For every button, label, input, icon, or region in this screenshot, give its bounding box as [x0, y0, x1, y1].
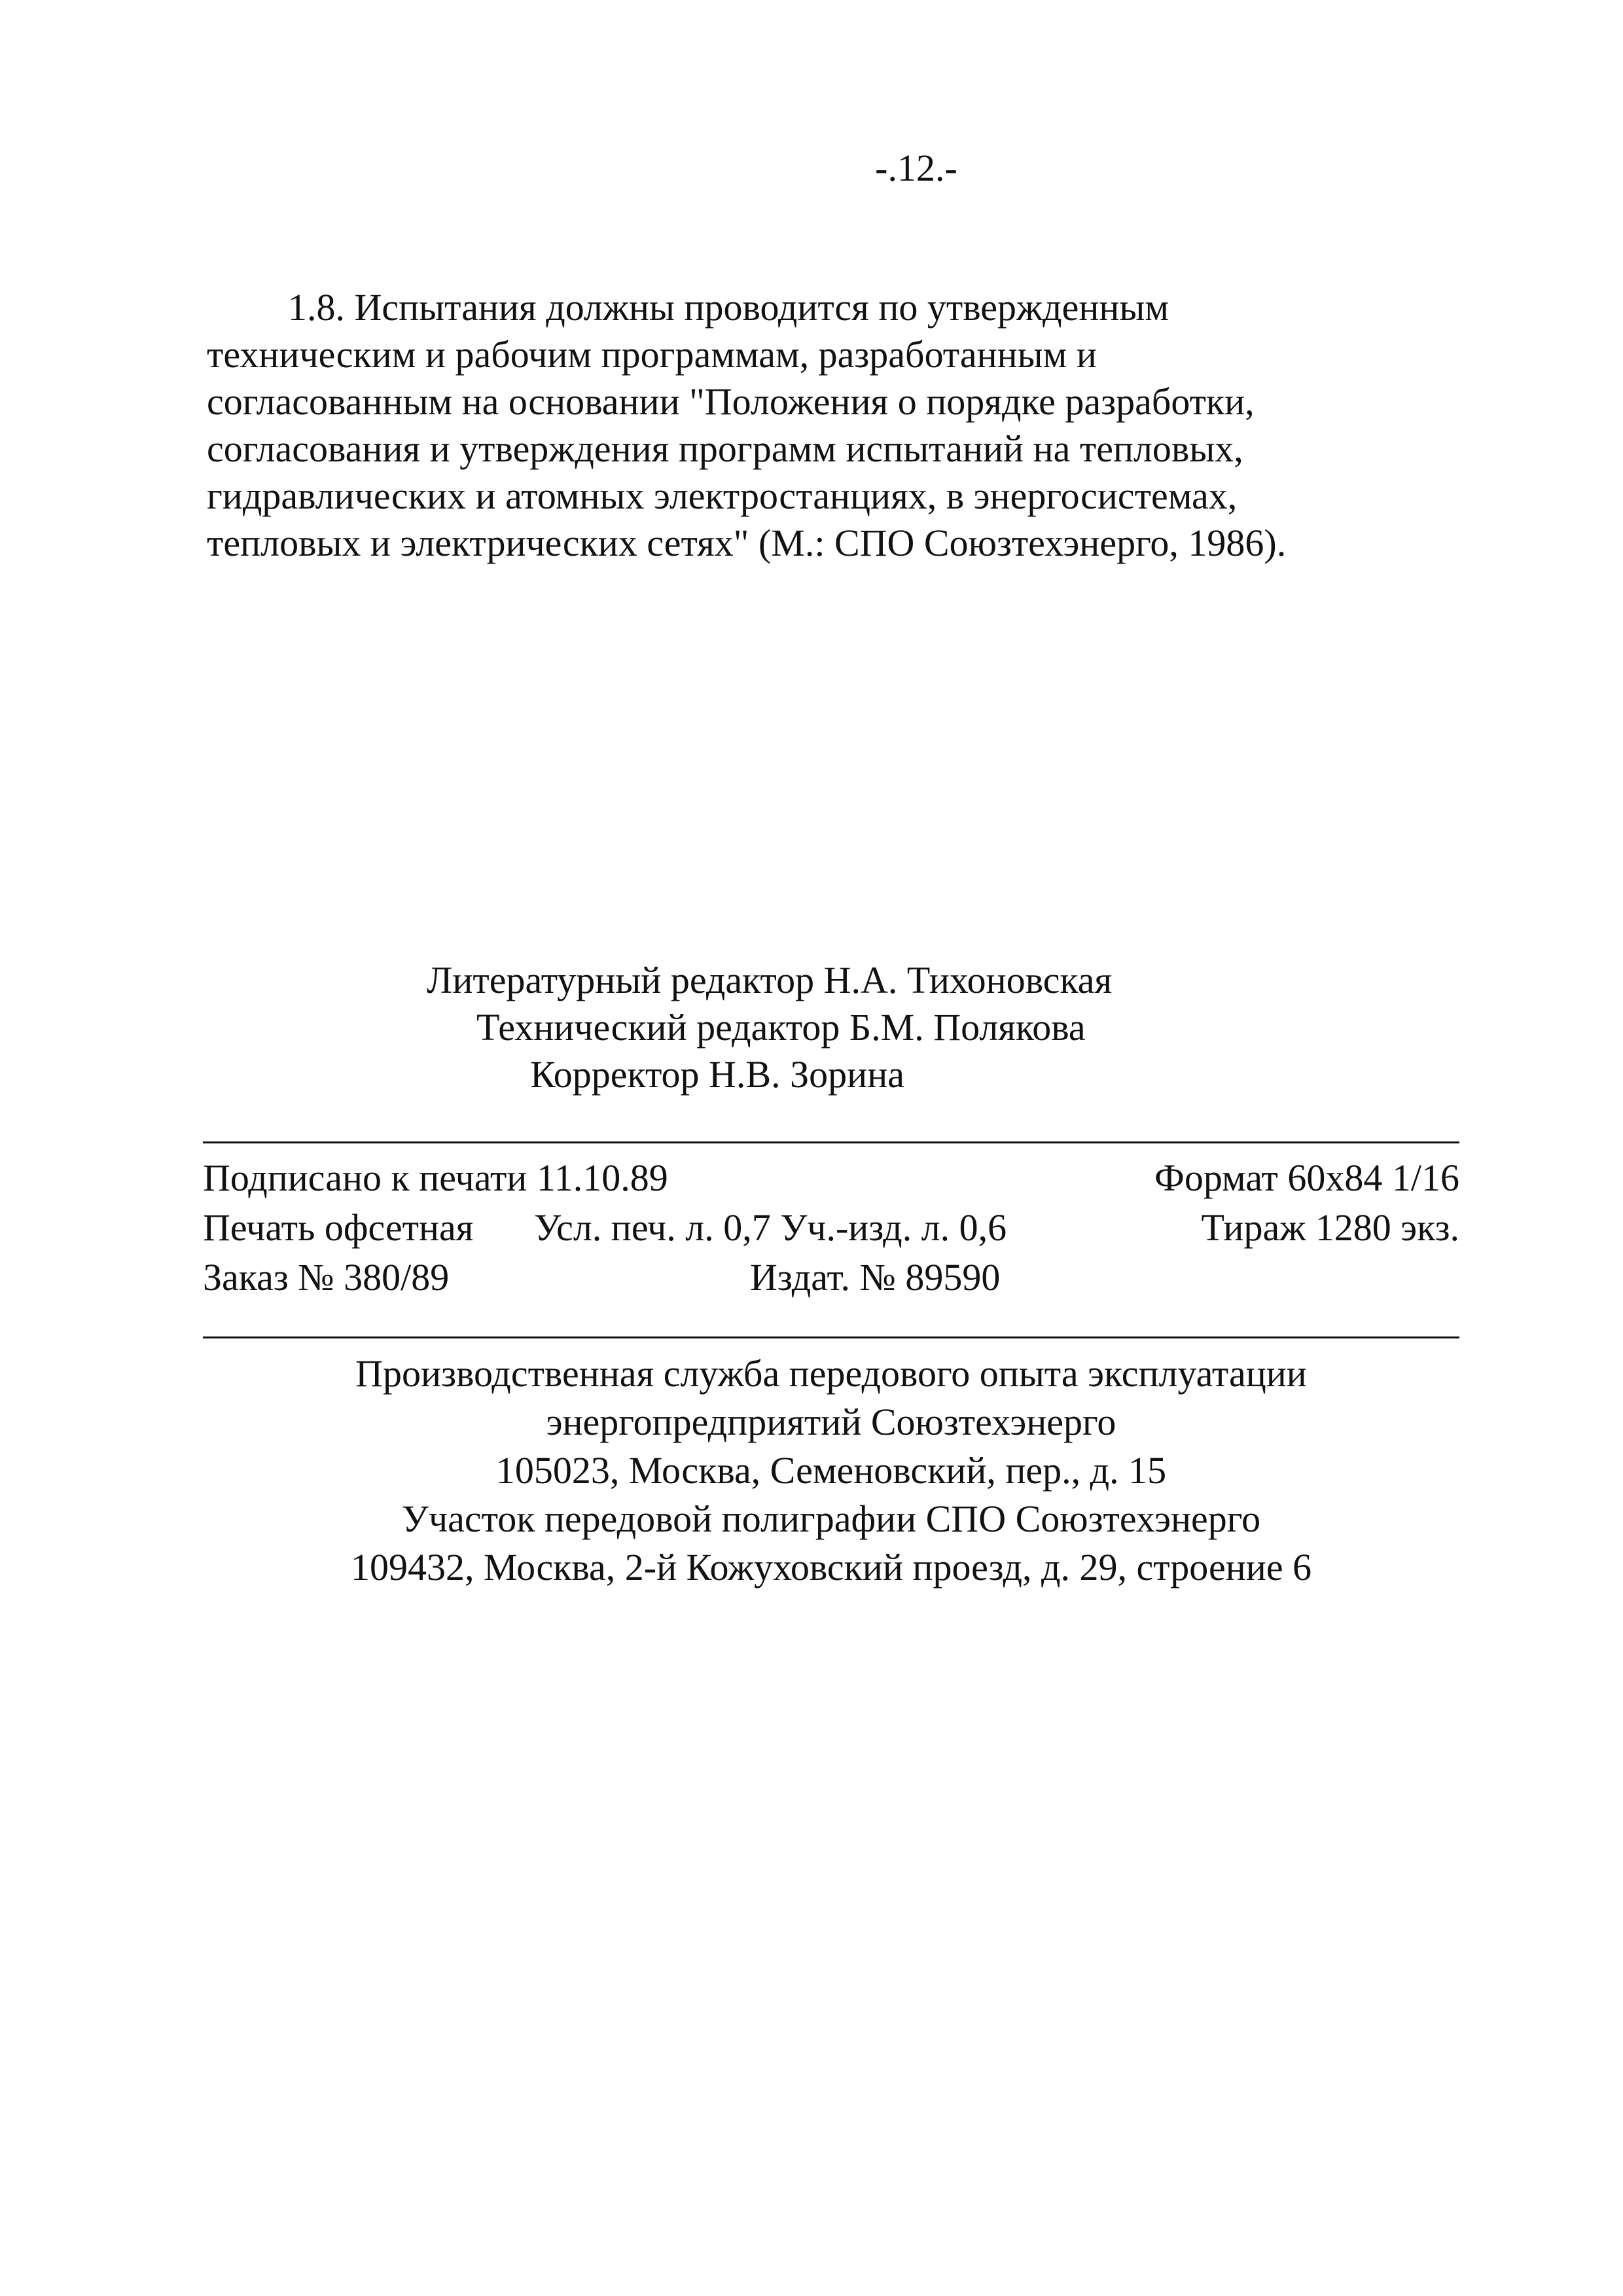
printshop-address: 109432, Москва, 2-й Кожуховский проезд, д. 29, строение 6 — [350, 1546, 1312, 1588]
publisher-block — [203, 1350, 1459, 1592]
paragraph-line: согласованным на основании "Положения о порядке разработки, — [207, 380, 1255, 423]
printshop-line: Участок передовой полиграфии СПО Союзтехэнерго — [401, 1498, 1261, 1540]
circulation: Тираж 1280 экз. — [1201, 1206, 1459, 1249]
paragraph-line: согласования и утверждения программ испытаний на тепловых, — [207, 427, 1243, 470]
print-type: Печать офсетная — [203, 1206, 474, 1249]
publisher-line: Производственная служба передового опыта эксплуатации — [355, 1352, 1307, 1395]
paragraph-1-8 — [207, 284, 1457, 567]
page-number: -.12.- — [875, 147, 957, 189]
publisher-address: 105023, Москва, Семеновский, пер., д. 15 — [495, 1449, 1167, 1492]
order-number: Заказ № 380/89 — [203, 1256, 450, 1299]
divider-top — [203, 1141, 1459, 1143]
corrector: Корректор Н.В. Зорина — [530, 1053, 904, 1096]
publisher-line: энергопредприятий Союзтехэнерго — [546, 1401, 1116, 1443]
literary-editor: Литературный редактор Н.А. Тихоновская — [427, 959, 1113, 1001]
paragraph-line: техническим и рабочим программам, разработанным и — [207, 333, 1097, 376]
paragraph-line: гидравлических и атомных электростанциях, в энергосистемах, — [207, 475, 1238, 517]
paragraph-line: 1.8. Испытания должны проводится по утвержденным — [288, 286, 1169, 329]
technical-editor: Технический редактор Б.М. Полякова — [476, 1006, 1086, 1049]
paper-format: Формат 60х84 1/16 — [1154, 1157, 1459, 1199]
printed-sheets: Усл. печ. л. 0,7 Уч.-изд. л. 0,6 — [534, 1206, 1007, 1249]
publication-number: Издат. № 89590 — [750, 1256, 1001, 1299]
signed-to-print: Подписано к печати 11.10.89 — [203, 1157, 668, 1199]
imprint-block — [203, 1155, 1459, 1312]
paragraph-line: тепловых и электрических сетях" (М.: СПО Союзтехэнерго, 1986). — [207, 522, 1287, 564]
divider-bottom — [203, 1336, 1459, 1338]
